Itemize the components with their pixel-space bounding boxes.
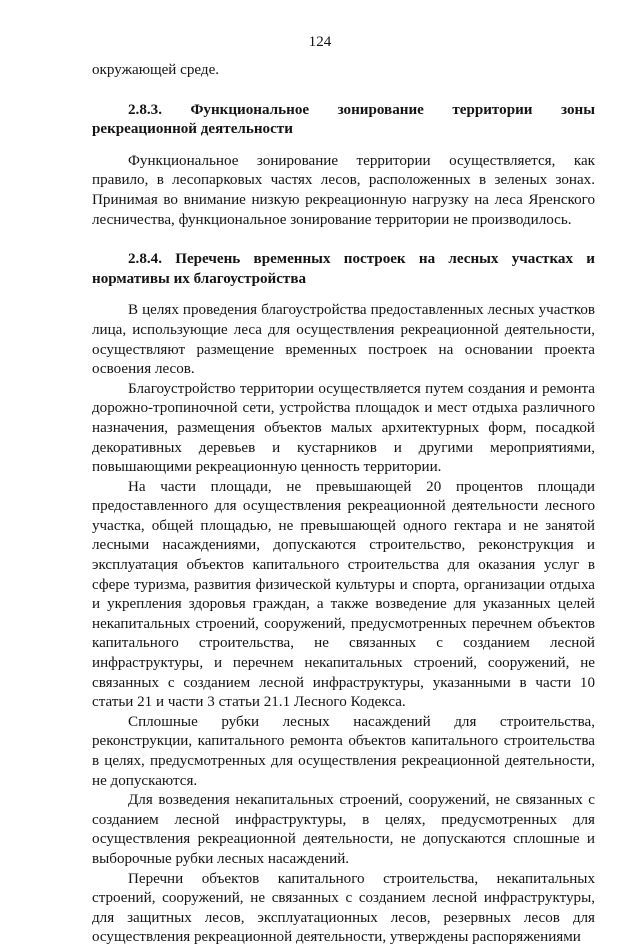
paragraph: Функциональное зонирование территории осуществляется, как правило, в лесопарковых частях лесов, расположенных в зеленых зонах. Принимая во внимание низкую рекреационную нагрузку на леса Яренского лесничества, функциональное зонирование территории не производилось. bbox=[92, 152, 595, 228]
paragraph: На части площади, не превышающей 20 процентов площади предоставленного для осуществления рекреационной деятельности лесного участка, общей площадью, не превышающей одного гектара и не занятой лесными насаждениями, допускаются строительство, реконструкция и эксплуатация объектов капитального строительства для оказания услуг в сфере туризма, развития физической культуры и спорта, организации отдыха и укрепления здоровья граждан, а также возведение для указанных целей некапитальных строений, сооружений, предусмотренных перечнем объектов капитального строительства, не связанных с созданием лесной инфраструктуры, и перечнем некапитальных строений, сооружений, не связанных с созданием лесной инфраструктуры, указанными в части 10 статьи 21 и части 3 статьи 21.1 Лесного Кодекса. bbox=[92, 478, 595, 711]
page-number: 124 bbox=[308, 34, 332, 50]
section-heading-2-8-3: 2.8.3. Функциональное зонирование территории зоны рекреационной деятельности bbox=[92, 101, 595, 138]
paragraph: Перечни объектов капитального строительства, некапитальных строений, сооружений, не связанных с созданием лесной инфраструктуры, для защитных лесов, эксплуатационных лесов, резервных лесов для осуществления рекреационной деятельности, утверждены распоряжениями bbox=[92, 870, 595, 946]
continuation-text: окружающей среде. bbox=[92, 62, 220, 78]
paragraph: Сплошные рубки лесных насаждений для строительства, реконструкции, капитального ремонта объектов капитального строительства в целях, предусмотренных для осуществления рекреационной деятельности, не допускаются. bbox=[92, 713, 595, 789]
paragraph: Для возведения некапитальных строений, сооружений, не связанных с созданием лесной инфраструктуры, в целях, предусмотренных для осуществления рекреационной деятельности, не допускаются сплошные и выборочные рубки лесных насаждений. bbox=[92, 792, 595, 867]
paragraph: Благоустройство территории осуществляется путем создания и ремонта дорожно-тропиночной сети, устройства площадок и мест отдыха различного назначения, размещения объектов малых архитектурных форм, посадкой декоративных деревьев и кустарников и другими мероприятиями, повышающими рекреационную ценность территории. bbox=[92, 380, 595, 476]
page-content bbox=[92, 61, 595, 948]
paragraph: В целях проведения благоустройства предоставленных лесных участков лица, использующие леса для осуществления рекреационной деятельности, осуществляют размещение временных построек на основании проекта освоения лесов. bbox=[92, 302, 595, 378]
section-heading-2-8-4: 2.8.4. Перечень временных построек на лесных участках и нормативы их благоустройства bbox=[92, 251, 595, 287]
